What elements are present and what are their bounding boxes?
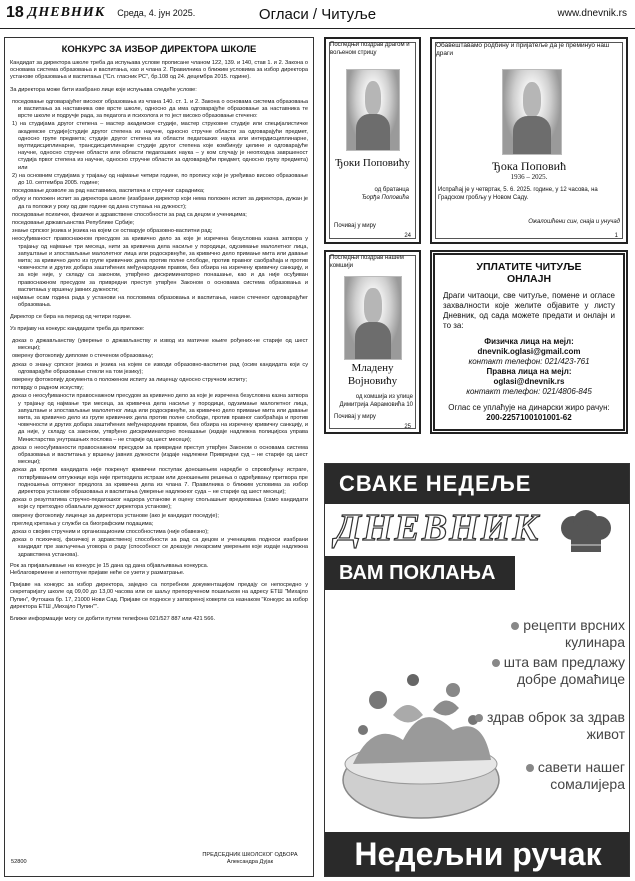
chef-hat-icon <box>555 510 617 554</box>
payment-text: Оглас се уплаћује на динарски жиро рачун: <box>448 403 610 412</box>
list-item: 2) на основним студијама у трајању од најмање четири године, по пропису који је уређивао високо образовање до 10. септембра 2005. године; <box>12 172 308 187</box>
list-item: оверену фотокопију документа о положеном испиту за лиценцу односно стручном испиту; <box>12 376 248 383</box>
obituary-family: Ожалошћени син, снаја и унучад <box>528 219 620 225</box>
individual-email-link[interactable]: dnevnik.oglasi@gmail.com <box>477 347 581 356</box>
obituary-name: Ђока Поповић <box>491 159 567 173</box>
list-item: поседовање психичке, физичке и здравствене способности за рад са децом и ученицима; <box>12 211 247 218</box>
signature-name: Александра Дујак <box>226 859 274 865</box>
obituary-from-label: од братанца <box>374 187 409 193</box>
list-item: знање српског језика и језика на којем се остварује образовно-васпитни рад; <box>12 228 213 235</box>
obituary-rest: Почивај у миру <box>334 223 376 229</box>
obituary-from-street: Димитрија Аврамовића 10 <box>339 402 413 408</box>
list-item: најмање осам година рада у установи на пословима образовања и васпитања, након стеченог одговарајућег образовања. <box>12 295 308 309</box>
website-link[interactable]: www.dnevnik.rs <box>557 8 627 19</box>
obituary-from-label: од комшија из улице <box>355 394 413 400</box>
obituary-code: 25 <box>404 424 411 430</box>
obituary-top-text: Последњи поздрав нашем комшији <box>330 255 404 269</box>
list-item: потврду о радном искуству; <box>12 385 84 392</box>
list-item: доказ да против кандидата није покренут кривични поступак доношењем наредбе о спровођењу истраге, потврђивањем оптужнице која није претходила истрази или доношењем решења о одређивању притвора пре подношења оптужног предлога за кривична дела из члана 7. Правилника о ближим условима за избор директора установе образовања и васпитања (уверење надлежног суда – не старије од шест месеци); <box>12 467 308 495</box>
obituary-name-last: Војновићу <box>347 375 398 387</box>
list-item: доказ о својим стручним и организационим способностима (није обавезно); <box>12 528 209 535</box>
promo-item <box>475 654 625 688</box>
sunday-lunch-promo <box>324 463 630 877</box>
konkurs-documents <box>10 338 308 559</box>
individual-label: Физичка лица на мејл: <box>484 337 574 346</box>
title-line-2: ОНЛАЈН <box>506 273 552 285</box>
obituary-top-text: Обавештавамо родбину и пријатеље да је преминуо наш драги <box>436 42 610 57</box>
promo-item-text: шта вам предлажу добре домаћице <box>503 654 625 687</box>
konkurs-title: КОНКУРС ЗА ИЗБОР ДИРЕКТОРА ШКОЛЕ <box>61 44 257 55</box>
konkurs-intro: Кандидат за директора школе треба да испуњава услове прописане чланом 122, 139. и 140, став 1. и 2. Закона о основама система образовања и васпитања, као и члана 2. Правилника о ближим условима за избор директора установе образовања и васпитања ("Сл. гласник РС", бр.108 од 24. децембра 2015. године). <box>10 60 308 81</box>
list-item: доказ о психичкој, физичкој и здравственој способности за рад са децом и ученицима подноси изабрани кандидат пре закључења уговора о раду (способност се доказује лекарским уверењем које издаје надлежна здравствена установа). <box>12 537 308 558</box>
konkurs-incomplete: Неблаговремене и непотпуне пријаве неће се узети у разматрање. <box>10 570 185 576</box>
konkurs-mandate: Директор се бира на период од четири године. <box>10 313 132 320</box>
list-item: доказ о неосуђиваности правоснажном пресудом за привредни преступ утврђен Законом о основама система образовања и васпитања у вршењу јавних дужности (издаје надлежни Привредни суд – не старије од шест месеци); <box>12 444 308 466</box>
konkurs-docs-lead: Уз пријаву на конкурс кандидати треба да приложе: <box>10 325 145 332</box>
list-item: неосуђиваност правоснажном пресудом за кривично дело за које је изречена безусловна казна затвора у трајању од најмање три месеца, нити за кривична дела насиље у породици, одузимање малолетног лица, запуштање и злостављање малолетног лица или родоскрвнуће, за кривично дело примање мита или давање мита; за кривично дело из групе кривичних дела против полне слободе, против правног саобраћаја и против човечности и других добара заштићених међународним правом, без обзира на изречену кривичну санкцију, и за које није, у складу са законом, утврђено дискриминаторно понашање, као и да није осуђиван правоснажном пресудом за привредни преступ утврђен Законом о основама система образовања и васпитања у вршењу јавних дужности; <box>12 236 308 293</box>
individual-phone: контакт телефон: 021/423-761 <box>468 357 590 366</box>
ad-code: 52800 <box>11 858 27 865</box>
title-line-1: УПЛАТИТЕ ЧИТУЉЕ <box>476 261 582 273</box>
promo-logo: ДНЕВНИК <box>335 507 541 549</box>
konkurs-submit: Пријаве на конкурс за избор директора, заједно са потребном документацијом предају се непосредно у секретаријату школе од 09,00 до 13,00 часова или се шаљу препорученом пошиљком на адресу ЕТШ "Михајло Пупин", Футошка бр. 17, 21000 Нови Сад. Пријаве се подносе у затвореној коверти са назнаком "Конкурс за избор директора ЕТШ „Михајло Пупин"". <box>10 582 308 610</box>
obituary-name: Ђоки Поповићу <box>335 157 410 169</box>
company-email-link[interactable]: oglasi@dnevnik.rs <box>493 377 565 386</box>
list-item: преглед кретања у служби са биографским подацима; <box>12 520 154 527</box>
newspaper-logo: ДНЕВНИК <box>27 5 106 20</box>
list-item: поседовање одговарајућег високог образовања из члана 140. ст. 1. и 2. Закона о основама система образовања и васпитања за наставника ове врсте школе, односно да има одговарајуће образовање за наставника те врсте школе и подручје рада, за педагога и психолога и то јест високо образовање стечено: <box>12 98 308 120</box>
signature-title: ПРЕДСЕДНИК ШКОЛСКОГ ОДБОРА <box>202 852 298 858</box>
obituary-1 <box>324 37 421 244</box>
obituary-3 <box>324 250 421 434</box>
promo-item <box>475 759 625 793</box>
obituary-2 <box>430 37 628 244</box>
list-item: оверену фотокопију лиценце за директора установе (ако је кандидат поседује); <box>12 512 219 519</box>
konkurs-conditions <box>10 99 308 310</box>
list-item: поседовање држављанства Републике Србије; <box>12 220 135 227</box>
obituary-photo <box>502 69 562 155</box>
section-title: Огласи / Читуље <box>258 6 377 23</box>
promo-gives-you: ВАМ ПОКЛАЊА <box>325 556 515 590</box>
online-obituary-title <box>443 261 615 285</box>
promo-item <box>475 617 625 651</box>
obituary-photo <box>344 276 402 360</box>
list-item: поседовање дозволе за рад наставника, васпитача и стручног сарадника; <box>12 188 205 195</box>
konkurs-signature <box>195 852 305 866</box>
company-label: Правна лица на мејл: <box>486 367 572 376</box>
konkurs-deadline: Рок за пријављивање на конкурс је 15 дана од дана објављивања конкурса. <box>10 562 209 569</box>
page-number: 18 <box>6 4 24 21</box>
online-obituary-text: Драги читаоци, све читуље, помене и огласе захвалности које желите објавите у листу Дневник, од сада можете предати и онлајн и то за: <box>443 291 615 330</box>
obituary-years: 1936 – 2025. <box>510 173 548 181</box>
list-item: доказ о неосуђиваности правоснажном пресудом за кривично дело за које је изречена безусловна казна затвора у трајању од најмање три месеца, за кривична дела насиље у породици, одузимање малолетног лица, запуштање и злостављање малолетног лица или родоскрвнуће, за кривично дело примање мита или давање мита, за кривично дело из групе кривичних дела против полне слободе, против правног саобраћаја и против човечности и других добара заштићених међународним правом, без обзира на изречену кривичну санкцију, и да није, у складу са законом, утврђено дискриминаторно понашање (издаје надлежна полицијска управа Министарства унутрашњих послова – не старије од шест месеци); <box>12 393 308 443</box>
konkurs-lead: За директора може бити изабрано лице које испуњава следеће услове: <box>10 86 197 93</box>
issue-date: Среда, 4. јун 2025. <box>117 8 196 18</box>
obituary-from-name: Ђорђа Поповића <box>361 195 409 201</box>
list-item: доказ о резултатима стручно-педагошког надзора установе и оцену спољашњег вредновања (само кандидати који су претходно обављали дужност директора установе); <box>12 497 308 511</box>
promo-item <box>475 709 625 743</box>
account-number: 200-2257100101001-62 <box>486 413 572 422</box>
obituary-funeral: Испраћај је у четвртак, 5. 6. 2025. године, у 12 часова, на Градском гробљу у Новом Саду. <box>438 187 598 201</box>
list-item: оверену фотокопију дипломе о стеченом образовању; <box>12 353 154 360</box>
obituary-photo <box>346 69 400 151</box>
online-obituary-box <box>430 250 628 434</box>
obituary-code: 24 <box>404 233 411 239</box>
page-header <box>0 0 635 29</box>
promo-item-text: рецепти врсних кулинара <box>523 617 625 650</box>
obituary-top-text: Последњи поздрав драгом и вољеном стрицу <box>330 42 410 56</box>
promo-item-text: здрав оброк за здрав живот <box>487 709 625 742</box>
promo-every-sunday: СВАКЕ НЕДЕЉЕ <box>325 464 630 504</box>
list-item: доказ о држављанству (уверење о држављанству и извод из матичне књиге рођених-не старије од шест месеци); <box>12 337 308 352</box>
list-item: доказ о знању српског језика и језика на којем се изводи образовно-васпитни рад (осим кандидата који су одговарајуће образовање стекли на том језику); <box>12 361 308 375</box>
promo-item-text: савети нашег сомалијера <box>537 759 625 792</box>
konkurs-ad <box>4 37 314 877</box>
list-item: обуку и положен испит за директора школе (изабрани директор који нема положен испит за директора, дужан је да га положи у року од две године од дана ступања на дужност); <box>12 196 308 210</box>
obituary-code: 1 <box>614 233 618 239</box>
obituary-name-first: Младену <box>351 362 394 374</box>
obituary-rest: Почивај у миру <box>334 414 376 420</box>
konkurs-info: Ближе информације могу се добити путем телефона 021/527 887 или 421 566. <box>10 616 215 623</box>
promo-sunday-lunch: Недељни ручак <box>325 832 630 876</box>
company-phone: контакт телефон: 021/4806-845 <box>466 387 592 396</box>
list-item: 1) на студијама другог степена – мастер академске студије, мастер струковне студије или специјалистичке академске студије(студије другог степена из научне, односно стручне области за одговарајући предмет, односно групе предмета; студије другог степена из области педагошких наука или интердисциплинарне, мултидисциплинарне, трансдисциплинарне студије другог степена које комбинују целине и одговарајуће научне, односно стручне области или области педагошких наука – у ком случају је неопходна завршеност студија првог степена из научне, односно стручне области за одговарајући предмет, односно групу предмета) или <box>12 121 308 171</box>
